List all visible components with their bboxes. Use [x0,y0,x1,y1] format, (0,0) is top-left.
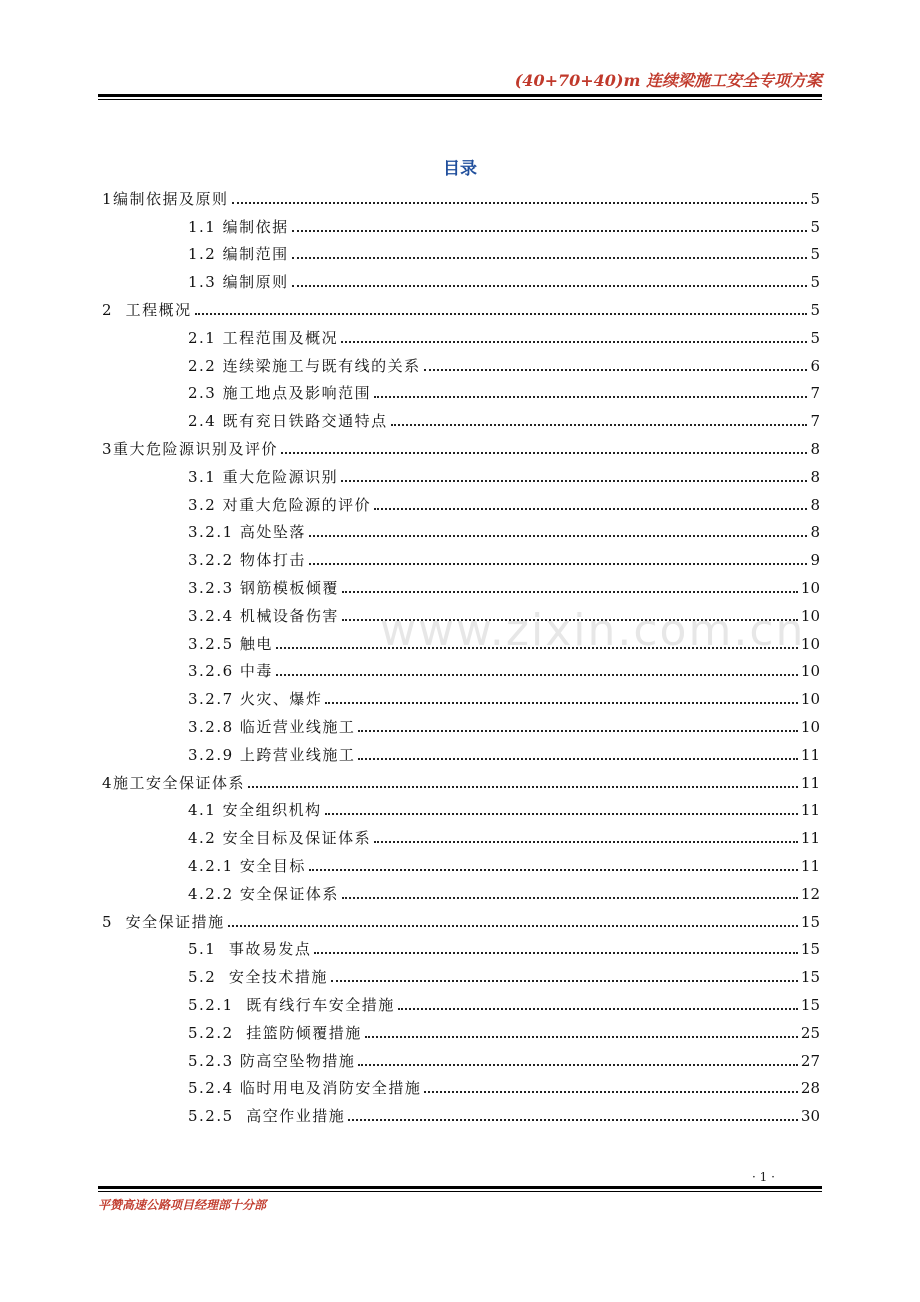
toc-entry-label: 5.2.3 防高空坠物措施 [188,1051,356,1070]
toc-leader-dots [331,980,798,982]
toc-entry[interactable] [102,792,820,820]
toc-entry[interactable] [102,708,820,736]
toc-entry[interactable] [102,680,820,708]
toc-leader-dots [365,1036,798,1038]
toc-entry-label: 5 安全保证措施 [102,912,225,931]
toc-leader-dots [292,230,808,232]
page-header [98,64,822,98]
toc-entry-label: 2.3 施工地点及影响范围 [188,384,372,403]
footer-rule [98,1186,822,1189]
toc-leader-dots [358,730,797,732]
toc-leader-dots [325,702,797,704]
toc-leader-dots [228,925,798,927]
toc-entry[interactable] [102,764,820,792]
toc-entry[interactable] [102,958,820,986]
header-title: (40+70+40)m 连续梁施工安全专项方案 [514,71,822,90]
toc-entry[interactable] [102,291,820,319]
toc-entry-page: 5 [810,273,820,292]
toc-entry-label: 5.2 安全技术措施 [188,968,328,987]
toc-entry-page: 10 [800,634,820,653]
toc-leader-dots [341,341,807,343]
toc-entry-page: 5 [810,217,820,236]
toc-entry[interactable] [102,375,820,403]
toc-entry-page: 10 [800,578,820,597]
toc-entry-page: 12 [800,884,820,903]
toc-entry[interactable] [102,1014,820,1042]
toc-leader-dots [342,591,798,593]
toc-entry-page: 10 [800,690,820,709]
toc-entry[interactable] [102,653,820,681]
toc-entry-label: 1.1 编制依据 [188,217,289,236]
toc-entry-page: 5 [810,328,820,347]
toc-entry[interactable] [102,875,820,903]
toc-entry-page: 11 [800,773,820,792]
toc-entry-page: 7 [810,412,820,431]
toc-leader-dots [398,1008,798,1010]
toc-entry[interactable] [102,1042,820,1070]
toc-leader-dots [195,313,808,315]
toc-entry-label: 4.2.1 安全目标 [188,856,306,875]
toc-entry-label: 3.2.2 物体打击 [188,551,306,570]
toc-entry-label: 3.2.5 触电 [188,634,273,653]
toc-entry-page: 15 [800,995,820,1014]
toc-entry-label: 4.2 安全目标及保证体系 [188,829,372,848]
toc-entry-page: 10 [800,606,820,625]
toc-leader-dots [232,202,808,204]
toc-entry-label: 3.2.1 高处坠落 [188,523,306,542]
toc-entry[interactable] [102,903,820,931]
toc-leader-dots [276,674,798,676]
toc-entry-label: 5.1 事故易发点 [188,940,312,959]
toc-entry-page: 15 [800,912,820,931]
toc-leader-dots [292,285,808,287]
footer-text: 平赞高速公路项目经理部十分部 [98,1198,267,1212]
toc-entry[interactable] [102,208,820,236]
toc-entry-page: 11 [800,829,820,848]
toc-entry-page: 27 [800,1051,820,1070]
toc-leader-dots [374,396,807,398]
toc-entry-page: 8 [810,523,820,542]
toc-entry-page: 7 [810,384,820,403]
toc-leader-dots [348,1119,798,1121]
toc-entry[interactable] [102,986,820,1014]
toc-leader-dots [248,786,798,788]
toc-entry-label: 3.1 重大危险源识别 [188,467,339,486]
toc-entry-label: 2 工程概况 [102,300,192,319]
toc-entry-page: 11 [800,801,820,820]
toc-entry[interactable] [102,402,820,430]
toc-entry-page: 8 [810,439,820,458]
toc-entry-page: 30 [800,1107,820,1126]
toc-entry[interactable] [102,541,820,569]
toc-entry[interactable] [102,931,820,959]
toc-entry-page: 6 [810,356,820,375]
toc-entry-label: 4.1 安全组织机构 [188,801,322,820]
toc-entry-page: 8 [810,495,820,514]
toc-entry-label: 5.2.4 临时用电及消防安全措施 [188,1079,422,1098]
toc-entry[interactable] [102,430,820,458]
toc-leader-dots [358,1064,797,1066]
toc-leader-dots [342,897,798,899]
toc-entry-label: 1编制依据及原则 [102,189,229,208]
toc-entry[interactable] [102,319,820,347]
toc-leader-dots [309,563,808,565]
toc-entry-label: 5.2.2 挂篮防倾覆措施 [188,1023,362,1042]
toc-entry[interactable] [102,847,820,875]
toc-leader-dots [341,480,807,482]
toc-entry-label: 3重大危险源识别及评价 [102,439,279,458]
toc-entry[interactable] [102,486,820,514]
toc-leader-dots [374,841,798,843]
toc-entry-page: 15 [800,968,820,987]
toc-entry-label: 1.2 编制范围 [188,245,289,264]
toc-entry-label: 2.1 工程范围及概况 [188,328,339,347]
toc-entry-page: 28 [800,1079,820,1098]
toc-leader-dots [281,452,807,454]
toc-leader-dots [358,758,797,760]
toc-entry-page: 8 [810,467,820,486]
toc-entry-label: 5.2.5 高空作业措施 [188,1107,346,1126]
header-rule-thin [98,99,822,100]
toc-entry-page: 10 [800,717,820,736]
toc-leader-dots [325,813,798,815]
toc-entry[interactable] [102,263,820,291]
toc-entry-label: 3.2.8 临近营业线施工 [188,717,356,736]
toc-entry[interactable] [102,236,820,264]
toc-leader-dots [424,1091,797,1093]
toc-entry[interactable] [102,514,820,542]
toc-entry-label: 3.2 对重大危险源的评价 [188,495,372,514]
page-number: · 1 · [752,1170,775,1184]
toc-entry[interactable] [102,458,820,486]
toc-leader-dots [292,257,808,259]
toc-entry-label: 2.2 连续梁施工与既有线的关系 [188,356,421,375]
toc-leader-dots [314,952,798,954]
toc-entry-page: 15 [800,940,820,959]
footer-rule-thin [98,1191,822,1192]
toc-entry-page: 11 [800,745,820,764]
toc-title: 目录 [443,159,477,179]
toc-entry[interactable] [102,1070,820,1098]
toc-entry[interactable] [102,819,820,847]
toc-entry-label: 4.2.2 安全保证体系 [188,884,339,903]
toc-entry-page: 25 [800,1023,820,1042]
toc-entry-label: 2.4 既有兖日铁路交通特点 [188,412,388,431]
toc-entry[interactable] [102,1097,820,1125]
toc-leader-dots [424,369,808,371]
header-rule [98,94,822,97]
toc-entry-label: 3.2.6 中毒 [188,662,273,681]
toc-entry-label: 3.2.9 上跨营业线施工 [188,745,356,764]
toc-entry-page: 11 [800,856,820,875]
toc-leader-dots [374,508,807,510]
toc-entry-label: 3.2.4 机械设备伤害 [188,606,339,625]
toc-entry-page: 5 [810,300,820,319]
toc-entry-page: 9 [810,551,820,570]
toc-leader-dots [309,869,798,871]
toc-entry-label: 3.2.7 火灾、爆炸 [188,690,323,709]
toc-entry[interactable] [102,736,820,764]
toc-leader-dots [309,535,808,537]
toc-entry[interactable] [102,180,820,208]
toc-entry-label: 5.2.1 既有线行车安全措施 [188,995,395,1014]
toc-entry-page: 10 [800,662,820,681]
toc-entry-page: 5 [810,189,820,208]
watermark: www.zixin.com.cn [380,605,806,656]
toc-entry-label: 1.3 编制原则 [188,273,289,292]
toc-entry-label: 3.2.3 钢筋模板倾覆 [188,578,339,597]
toc-entry-label: 4施工安全保证体系 [102,773,246,792]
toc-entry-page: 5 [810,245,820,264]
toc-entry[interactable] [102,347,820,375]
toc-entry[interactable] [102,569,820,597]
toc-leader-dots [391,424,808,426]
